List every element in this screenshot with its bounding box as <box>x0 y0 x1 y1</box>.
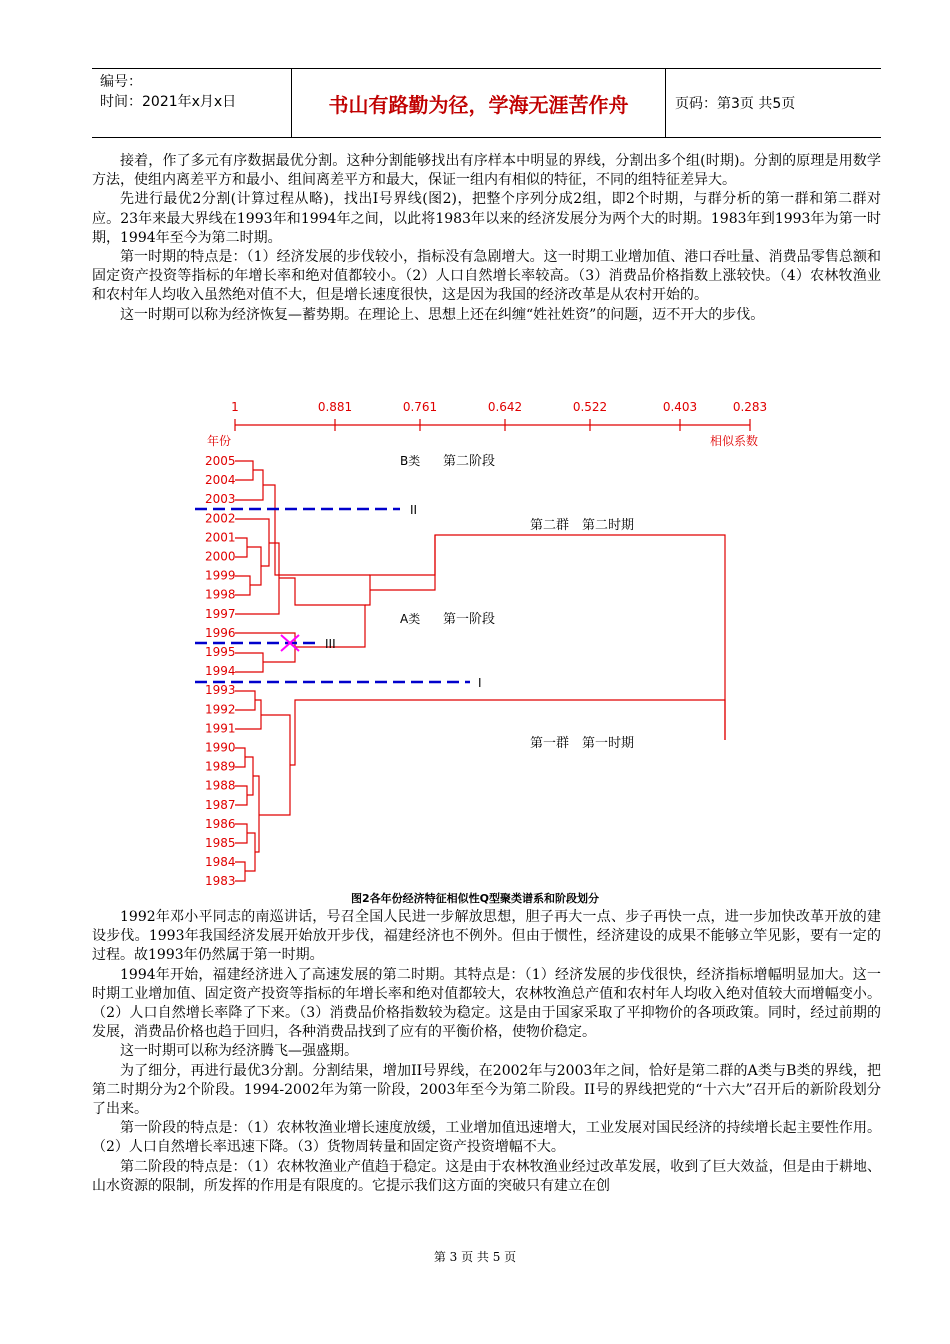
year-label: 1998 <box>205 587 236 602</box>
axis-ticks <box>231 400 767 431</box>
year-label: 1991 <box>205 721 236 736</box>
year-label: 1985 <box>205 836 236 850</box>
year-label: 2005 <box>205 454 236 468</box>
year-label: 1983 <box>205 874 236 885</box>
paragraph: 这一时期可以称为经济恢复—蓄势期。在理论上、思想上还在纠缠“姓社姓资”的问题，迈不开大的步伐。 <box>120 306 765 323</box>
year-label: 1994 <box>205 664 236 679</box>
paragraph: 1992年邓小平同志的南巡讲话，号召全国人民进一步解放思想，胆子再大一点、步子再快一点，进一步加快改革开放的建设步伐。1993年我国经济发展开始放开步伐，福建经济也不例外。但由于惯性，经济建设的成果不能够立竿见影，要有一定的过程。故1993年仍然属于第一时期。 <box>92 909 881 964</box>
paragraph: 为了细分，再进行最优3分割。分割结果，增加II号界线，在2002年与2003年之间，恰好是第二群的A类与B类的界线，把第二时期分为2个阶段。1994-2002年为第一阶段，2003年至今为第二阶段。II号的界线把党的“十六大”召开后的新阶段划分了出来。 <box>92 1062 881 1118</box>
year-label: 1990 <box>205 740 236 755</box>
axis-tick-label: 0.881 <box>317 400 353 414</box>
year-label: 1996 <box>205 625 236 640</box>
paragraph: 这一时期可以称为经济腾飞—强盛期。 <box>120 1043 358 1060</box>
label-group2: 第二群 第二时期 <box>530 518 635 533</box>
dendrogram-figure <box>195 395 785 885</box>
axis-title: 相似系数 <box>710 434 759 448</box>
year-label: 2001 <box>205 530 236 545</box>
paragraph: 先进行最优2分割(计算过程从略)，找出I号界线(图2)，把整个序列分成2组，即2个时期，与群分析的第一群和第二群对应。23年来最大界线在1993年和1994年之间，以此将1983年以来的经济发展分为两个大的时期。1983年到1993年为第一时期，1994年至今为第二时期。 <box>92 191 881 246</box>
label-stage1: 第一阶段 <box>443 612 496 627</box>
dendrogram-svg <box>195 395 785 885</box>
header-meta <box>92 69 292 137</box>
axis-tick-label: 0.403 <box>662 400 698 414</box>
paragraph: 第二阶段的特点是：（1）农林牧渔业产值趋于稳定。这是由于农林牧渔业经过改革发展，收到了巨大效益，但是由于耕地、山水资源的限制，所发挥的作用是有限度的。它提示我们这方面的突破只有建立在创 <box>92 1158 881 1194</box>
page-header <box>92 68 881 138</box>
year-label: 2002 <box>205 511 236 526</box>
year-label: 1988 <box>205 778 236 793</box>
year-label: 2004 <box>205 473 236 488</box>
year-label: 2003 <box>205 492 236 507</box>
axis-tick-label: 0.761 <box>402 400 438 414</box>
body-text-top <box>92 152 881 325</box>
year-label: 1987 <box>205 797 236 812</box>
year-label: 2000 <box>205 549 236 564</box>
axis-tick-label: 0.283 <box>732 400 768 414</box>
label-a-class: A类 <box>400 612 421 626</box>
axis-tick-label: 0.522 <box>572 400 608 414</box>
paragraph: 第一时期的特点是：（1）经济发展的步伐较小，指标没有急剧增大。这一时期工业增加值、港口吞吐量、消费品零售总额和固定资产投资等指标的年增长率和绝对值都较小。（2）人口自然增长率较高。（3）消费品价格指数上涨较快。（4）农林牧渔业和农村年人均收入虽然绝对值不大，但是增长速度很快，这是因为我国的经济改革是从农村开始的。 <box>92 249 881 304</box>
label-b-class: B类 <box>400 454 421 468</box>
header-page-number: 页码：第3页 共5页 <box>675 96 796 112</box>
label-stage2: 第二阶段 <box>443 454 496 469</box>
year-label: 1992 <box>205 702 236 717</box>
paragraph: 1994年开始，福建经济进入了高速发展的第二时期。其特点是：（1）经济发展的步伐很快，经济指标增幅明显加大。这一时期工业增加值、固定资产投资等指标的年增长率和绝对值都较大，农林牧渔总产值和农村年人均收入绝对值较大而增幅变小。（2）人口自然增长率降了下来。（3）消费品价格指数较为稳定。这是由于国家采取了平抑物价的各项政策。同时，经过前期的发展，消费品价格也趋于回归，各种消费品找到了应有的平衡价格，使物价稳定。 <box>92 966 881 1041</box>
label-group1: 第一群 第一时期 <box>530 736 635 751</box>
number-label: 编号： <box>100 74 142 90</box>
year-label: 1995 <box>205 645 236 659</box>
boundary-i-label: I <box>478 676 482 690</box>
body-text-bottom <box>92 908 881 1196</box>
year-label: 1997 <box>205 606 236 621</box>
axis-tick-label: 0.642 <box>487 400 523 414</box>
boundary-iii-label: III <box>325 637 336 651</box>
axis-tick-label: 1 <box>231 400 239 414</box>
page-footer: 第 3 页 共 5 页 <box>433 1250 517 1264</box>
year-labels <box>205 454 236 885</box>
boundary-ii-label: II <box>410 503 418 517</box>
year-header: 年份 <box>207 434 232 448</box>
year-label: 1999 <box>205 568 236 583</box>
paragraph: 接着，作了多元有序数据最优分割。这种分割能够找出有序样本中明显的界线，分割出多个组(时期)。分割的原理是用数学方法，使组内离差平方和最小、组间离差平方和最大，保证一组内有相似的特征，不同的组特征差异大。 <box>92 153 881 189</box>
dendrogram-links <box>235 461 725 881</box>
year-label: 1989 <box>205 759 236 774</box>
time-label: 时间：2021年x月x日 <box>100 94 237 110</box>
figure-caption: 图2各年份经济特征相似性Q型聚类谱系和阶段划分 <box>350 892 599 905</box>
header-motto: 书山有路勤为径，学海无涯苦作舟 <box>292 69 666 137</box>
year-label: 1993 <box>205 683 236 698</box>
year-label: 1986 <box>205 816 236 831</box>
paragraph: 第一阶段的特点是：（1）农林牧渔业增长速度放缓，工业增加值迅速增大，工业发展对国民经济的持续增长起主要性作用。（2）人口自然增长率迅速下降。（3）货物周转量和固定资产投资增幅不大。 <box>92 1120 881 1156</box>
year-label: 1984 <box>205 855 236 870</box>
